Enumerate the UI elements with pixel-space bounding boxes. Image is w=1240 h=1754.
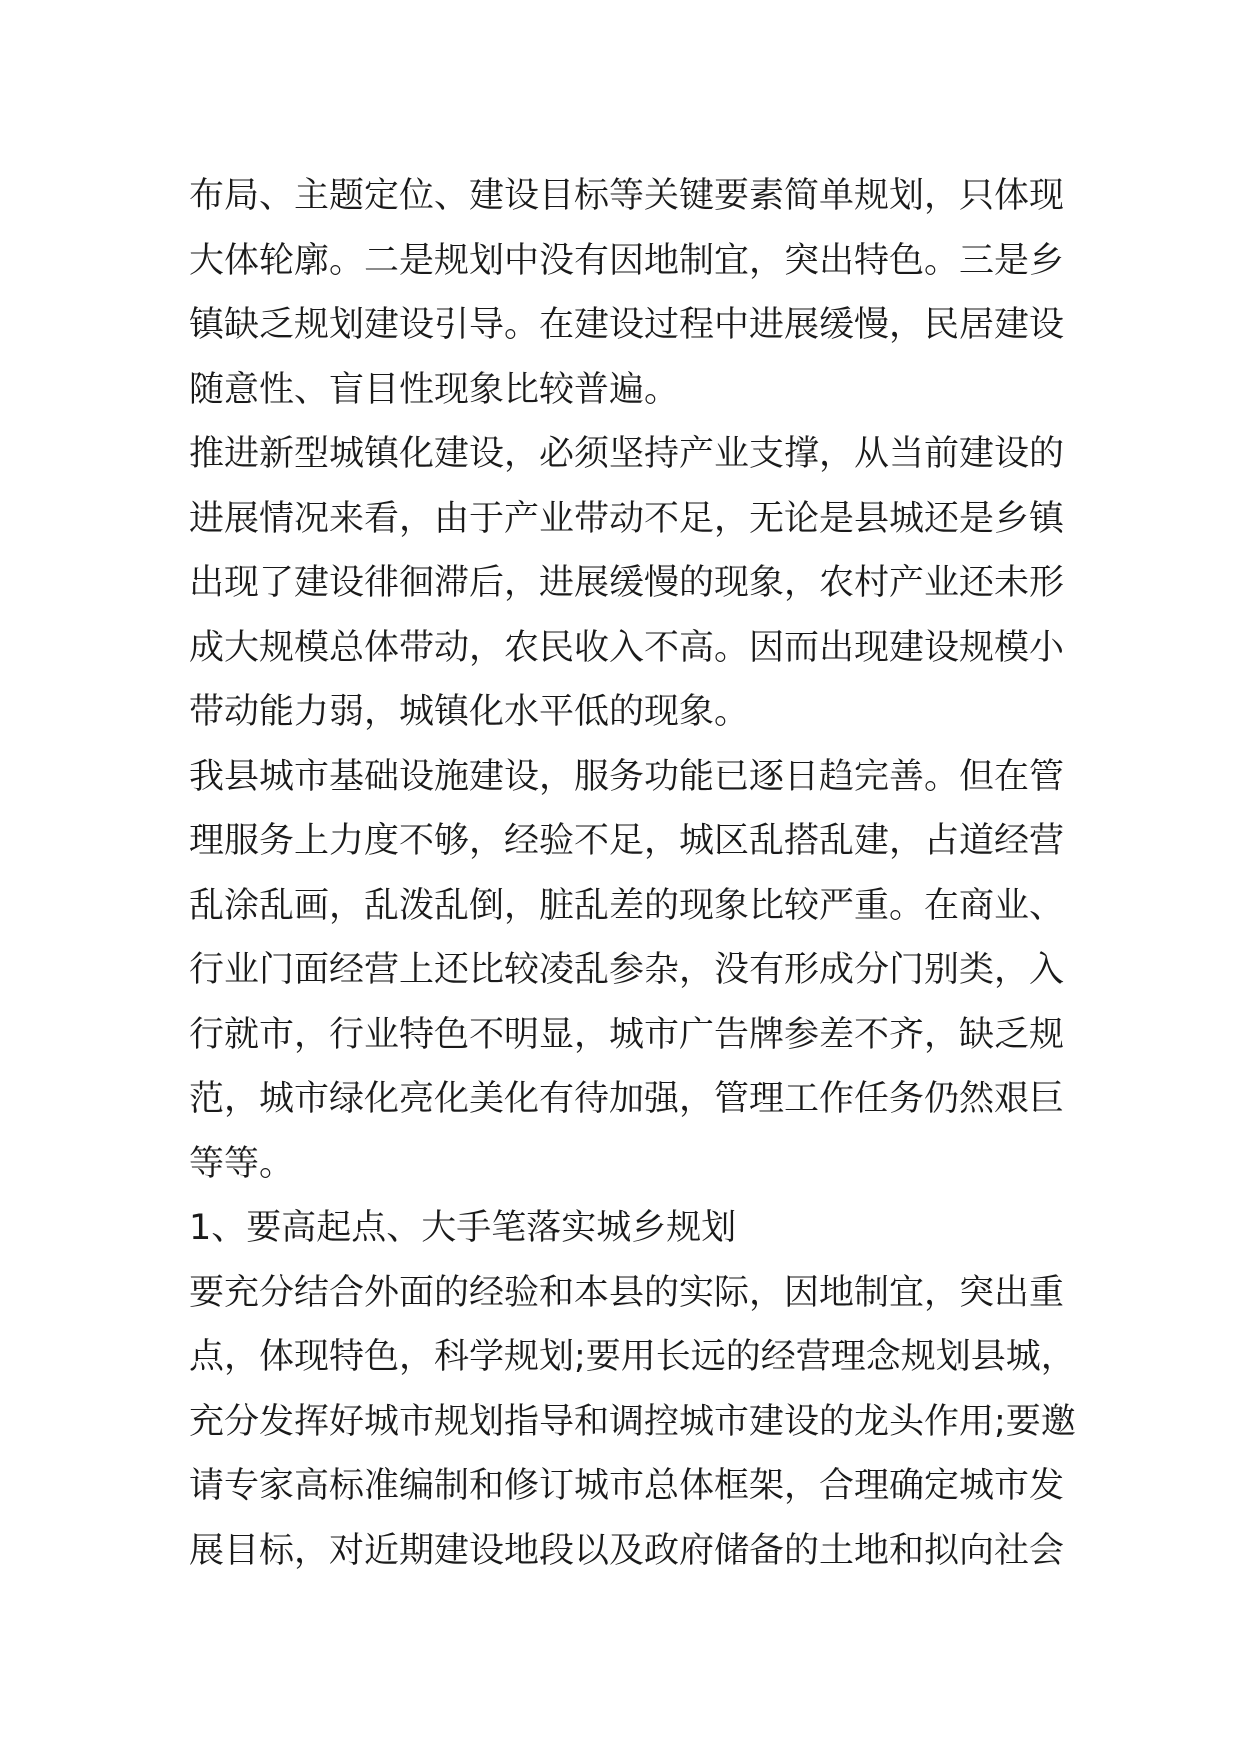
text-line: 充分发挥好城市规划指导和调控城市建设的龙头作用;要邀 [189,1401,1076,1442]
text-line: 推进新型城镇化建设，必须坚持产业支撑，从当前建设的 [189,434,1065,474]
text-line: 行就市，行业特色不明显，城市广告牌参差不齐，缺乏规 [189,1014,1065,1055]
text-line: 点，体现特色，科学规划;要用长远的经营理念规划县城， [189,1337,1076,1377]
text-line: 理服务上力度不够，经验不足，城区乱搭乱建，占道经营 [189,821,1065,861]
text-line: 乱涂乱画，乱泼乱倒，脏乱差的现象比较严重。在商业、 [189,885,1065,926]
text-line: 镇缺乏规划建设引导。在建设过程中进展缓慢，民居建设 [189,305,1065,345]
text-line: 进展情况来看，由于产业带动不足，无论是县城还是乡镇 [189,498,1065,539]
section-heading: 1、要高起点、大手笔落实城乡规划 [189,1208,737,1248]
text-line: 展目标，对近期建设地段以及政府储备的土地和拟向社会 [189,1530,1065,1571]
text-line: 请专家高标准编制和修订城市总体框架，合理确定城市发 [189,1466,1065,1506]
text-line: 布局、主题定位、建设目标等关键要素简单规划，只体现 [189,176,1065,216]
text-line: 出现了建设徘徊滞后，进展缓慢的现象，农村产业还未形 [189,563,1065,603]
text-line: 大体轮廓。二是规划中没有因地制宜，突出特色。三是乡 [189,240,1065,281]
text-line: 行业门面经营上还比较凌乱参杂，没有形成分门别类，入 [189,950,1065,990]
text-line: 我县城市基础设施建设，服务功能已逐日趋完善。但在管 [189,756,1065,797]
text-line: 范，城市绿化亮化美化有待加强，管理工作任务仍然艰巨 [189,1079,1065,1119]
text-line: 带动能力弱，城镇化水平低的现象。 [189,692,750,732]
text-line: 随意性、盲目性现象比较普遍。 [189,369,680,410]
body-text [189,164,1076,1583]
text-line: 等等。 [189,1143,295,1184]
text-line: 成大规模总体带动，农民收入不高。因而出现建设规模小 [189,627,1065,668]
text-line: 要充分结合外面的经验和本县的实际，因地制宜，突出重 [189,1272,1065,1313]
